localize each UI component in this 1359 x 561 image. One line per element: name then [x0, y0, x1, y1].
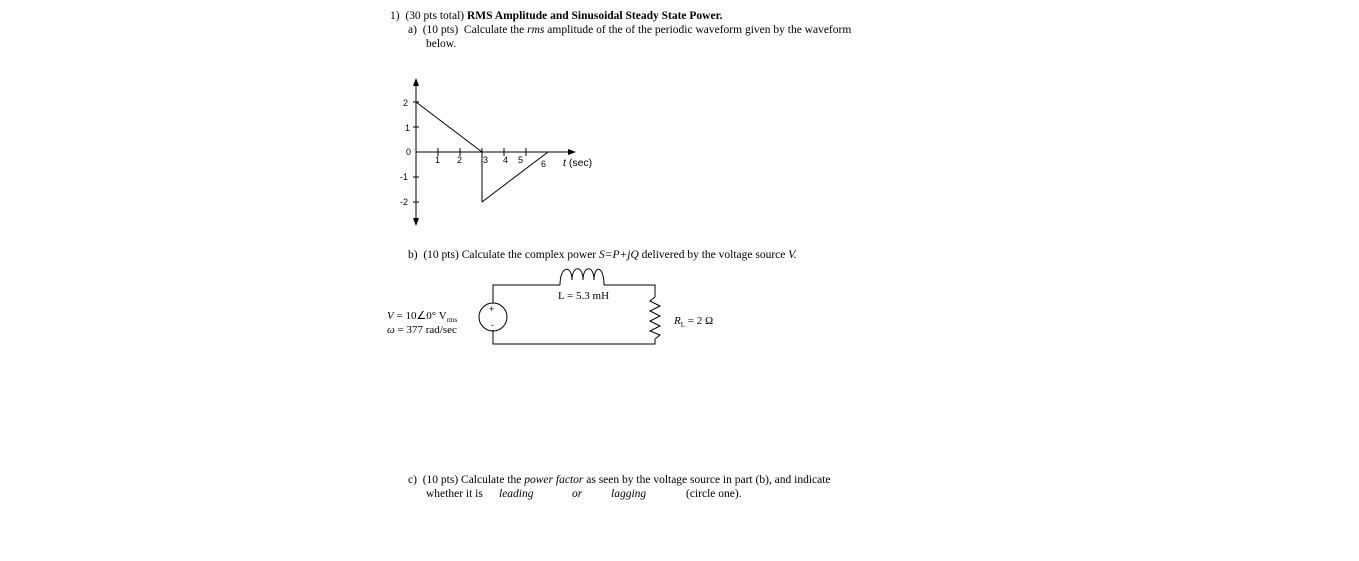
question-title: RMS Amplitude and Sinusoidal Steady State Power. — [467, 10, 723, 22]
plus-sign: + — [489, 304, 495, 314]
inductor-symbol — [560, 269, 604, 285]
part-a-line2: below. — [426, 38, 457, 50]
resistor-symbol — [650, 297, 660, 339]
resistor-var: R — [674, 315, 681, 327]
part-c-text4: (circle one). — [686, 488, 742, 500]
y-tick-label: 0 — [406, 147, 412, 157]
minus-sign: - — [491, 320, 494, 330]
voltage-var: V — [387, 310, 394, 322]
x-tick-label: 4 — [503, 155, 509, 165]
question-number: 1) — [390, 10, 400, 22]
part-a-points: (10 pts) — [422, 24, 459, 36]
voltage-sub: rms — [446, 316, 458, 325]
question-points: (30 pts total) — [405, 10, 465, 22]
part-c-points: (10 pts) — [422, 474, 459, 486]
y-tick-label: -1 — [400, 172, 409, 182]
y-tick-label: 2 — [403, 98, 409, 108]
y-tick-label: -2 — [400, 197, 409, 207]
x-axis-label-unit: (sec) — [568, 157, 593, 169]
part-a-label: a) — [408, 24, 417, 36]
part-b-text2: delivered by the voltage source — [641, 249, 786, 261]
omega-var: ω — [387, 324, 395, 336]
option-leading-text: leading — [499, 488, 534, 500]
option-or-text: or — [572, 488, 583, 500]
part-c-line2: whether it is — [426, 488, 483, 500]
y-tick-label: 1 — [405, 123, 411, 133]
omega-label — [387, 323, 457, 337]
part-a-text1: Calculate the — [463, 24, 525, 36]
part-c-label: c) — [408, 474, 417, 486]
omega-value: = 377 rad/sec — [394, 324, 457, 336]
x-tick-label: 3 — [483, 155, 489, 165]
wire-bottom — [493, 330, 655, 344]
x-axis-label-var: t — [563, 157, 566, 169]
resistor-value: = 2 Ω — [685, 315, 714, 327]
inductor-label: L = 5.3 mH — [558, 290, 610, 302]
x-tick-label: 2 — [457, 155, 463, 165]
part-c-text1: Calculate the — [461, 474, 522, 486]
wire-top-left — [493, 285, 560, 303]
resistor-label — [674, 314, 713, 332]
x-tick-label: 6 — [541, 159, 547, 169]
part-c-text2: as seen by the voltage source in part (b), and indicate — [586, 474, 831, 486]
part-b-points: (10 pts) — [423, 249, 459, 261]
option-lagging-text: lagging — [611, 488, 647, 500]
voltage-value: = 10∠0° V — [393, 310, 447, 322]
part-b-label: b) — [408, 249, 418, 261]
option-lagging[interactable] — [611, 487, 646, 501]
part-b-formula: S=P+jQ — [599, 249, 639, 261]
part-b-text1: Calculate the complex power — [461, 249, 597, 261]
x-tick-label: 5 — [518, 155, 524, 165]
part-a-text2: amplitude of the of the periodic waveform given by the waveform — [547, 24, 852, 36]
part-a-rms: rms — [527, 24, 545, 36]
part-b-var: V. — [788, 249, 797, 261]
option-leading[interactable] — [499, 487, 534, 501]
wire-top-right — [604, 285, 655, 297]
resistor-sub: L — [680, 321, 686, 330]
part-c-power-factor: power factor — [524, 474, 584, 486]
part-c-line1 — [408, 473, 831, 487]
option-or — [572, 487, 582, 501]
x-tick-label: 1 — [435, 155, 441, 165]
